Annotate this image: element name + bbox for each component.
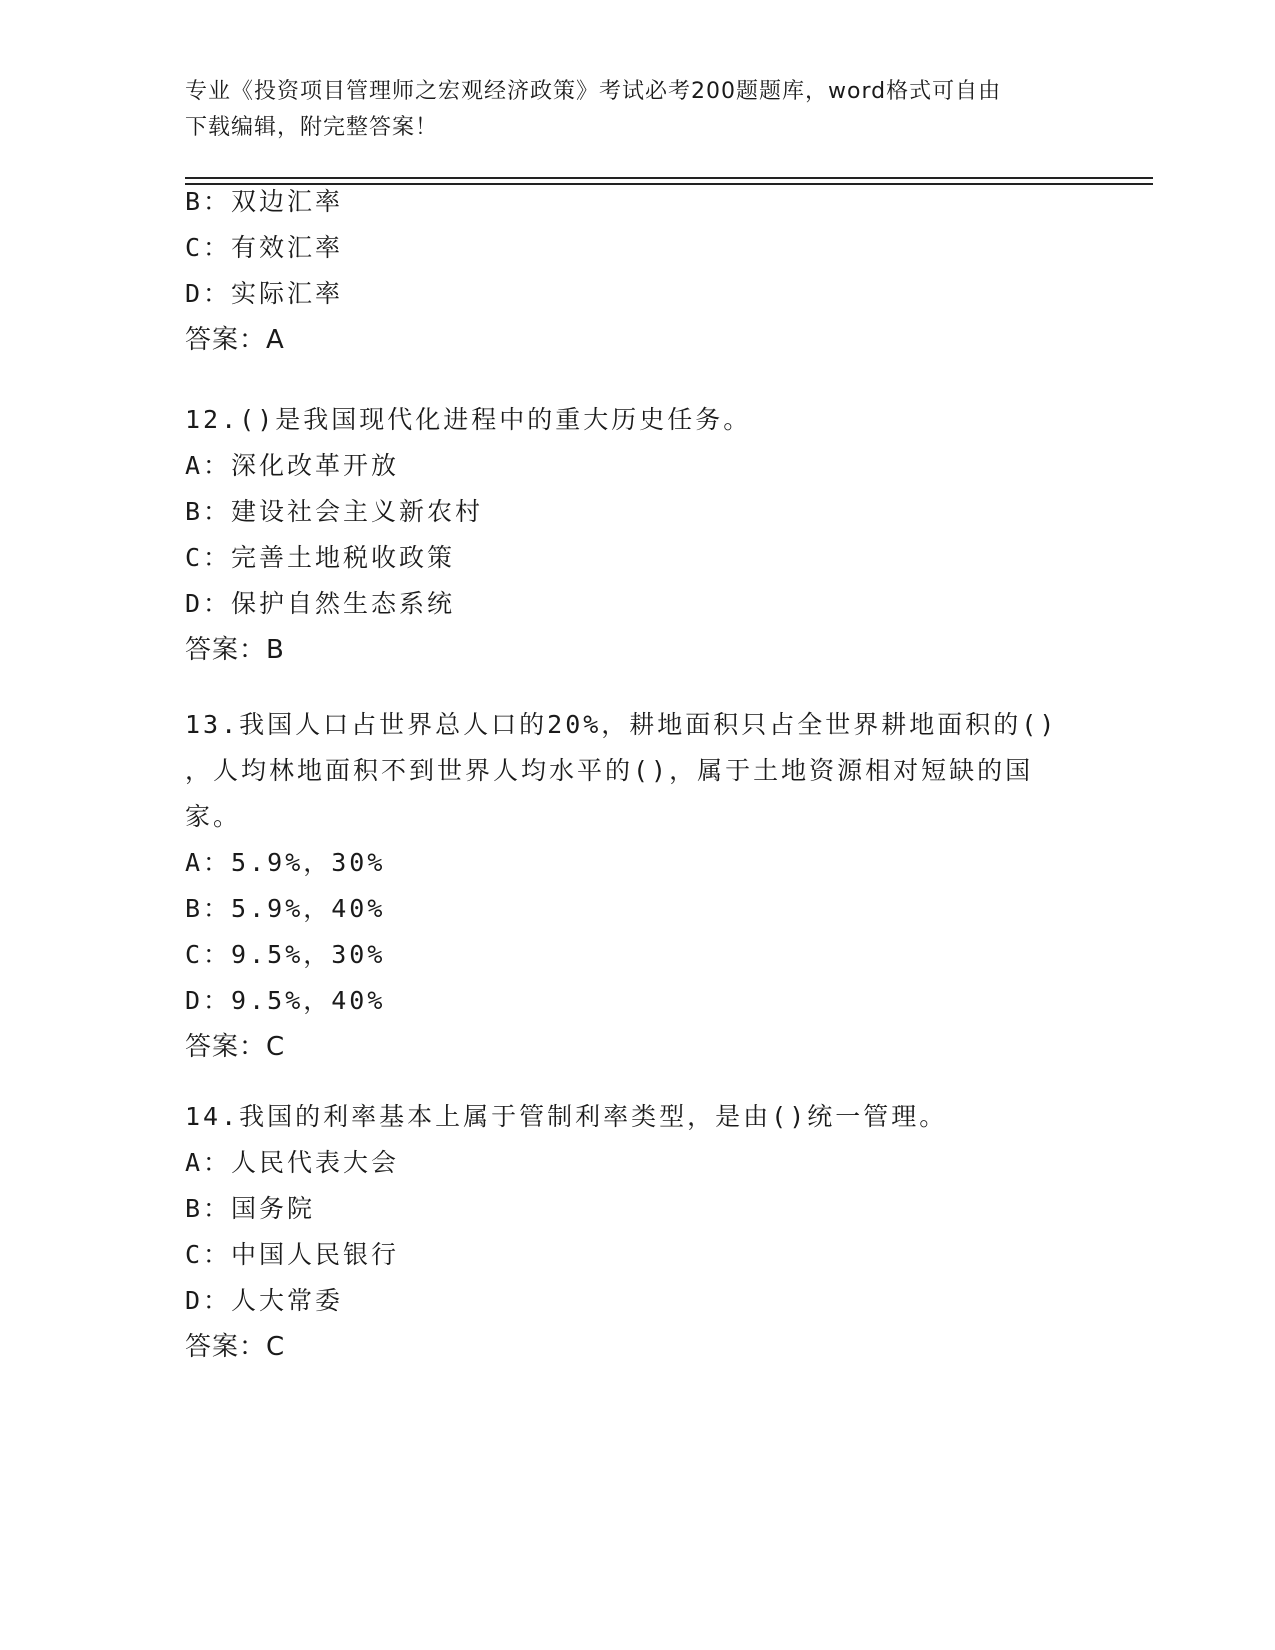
- question-stem-line-2: ，人均林地面积不到世界人均水平的()，属于土地资源相对短缺的国: [185, 756, 1034, 785]
- question-13: [185, 702, 1105, 1070]
- question-14: [185, 1094, 1105, 1370]
- option-b: B：国务院: [185, 1194, 316, 1223]
- header-line-1: 专业《投资项目管理师之宏观经济政策》考试必考200题题库，word格式可自由: [185, 79, 1002, 104]
- question-stem-line-1: 13.我国人口占世界总人口的20%，耕地面积只占全世界耕地面积的(): [185, 710, 1058, 739]
- option-c: C：完善土地税收政策: [185, 543, 456, 572]
- option-c: C：有效汇率: [185, 233, 344, 262]
- document-header: [185, 74, 1085, 146]
- option-a: A：深化改革开放: [185, 451, 400, 480]
- option-a: A：5.9%，30%: [185, 848, 386, 877]
- option-d: D：9.5%，40%: [185, 986, 386, 1015]
- option-a: A：人民代表大会: [185, 1148, 400, 1177]
- question-stem: 12.()是我国现代化进程中的重大历史任务。: [185, 405, 752, 434]
- question-11-tail: [185, 179, 1105, 363]
- question-stem: 14.我国的利率基本上属于管制利率类型，是由()统一管理。: [185, 1102, 948, 1131]
- option-b: B：建设社会主义新农村: [185, 497, 484, 526]
- option-b: B：5.9%，40%: [185, 894, 386, 923]
- question-12: [185, 397, 1105, 673]
- answer-line: 答案：A: [185, 325, 285, 355]
- option-d: D：实际汇率: [185, 279, 344, 308]
- option-d: D：保护自然生态系统: [185, 589, 456, 618]
- option-c: C：9.5%，30%: [185, 940, 386, 969]
- header-line-2: 下载编辑，附完整答案！: [185, 115, 439, 140]
- answer-line: 答案：C: [185, 1032, 286, 1062]
- answer-line: 答案：C: [185, 1332, 286, 1362]
- answer-line: 答案：B: [185, 635, 285, 665]
- option-d: D：人大常委: [185, 1286, 344, 1315]
- option-c: C：中国人民银行: [185, 1240, 400, 1269]
- question-stem-line-3: 家。: [185, 802, 242, 831]
- option-b: B：双边汇率: [185, 187, 344, 216]
